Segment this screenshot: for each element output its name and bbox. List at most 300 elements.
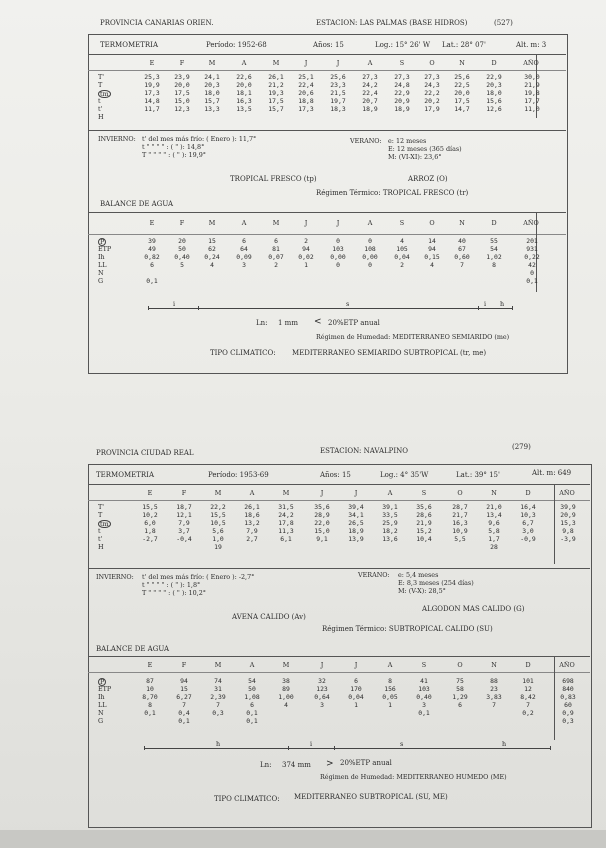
month-header: D (525, 661, 531, 669)
month-header: O (457, 661, 463, 669)
temp-cell: 18,2 (382, 527, 398, 535)
temp-cell: 19,3 (268, 89, 284, 97)
temp-cell: 17,3 (298, 105, 314, 113)
water-row-label: Ih (98, 253, 105, 261)
water-cell: 20 (178, 237, 186, 245)
temp-cell: 23,9 (174, 73, 190, 81)
temp-cell: 22,2 (424, 89, 440, 97)
water-cell: 87 (146, 677, 154, 685)
periodo: Período: 1952-68 (206, 41, 267, 49)
water-cell: 94 (428, 245, 436, 253)
temp-cell: 24,8 (394, 81, 410, 89)
temp-cell: 39,4 (348, 503, 364, 511)
temp-cell: 20,0 (454, 89, 470, 97)
temp-cell: 17,5 (454, 97, 470, 105)
temp-row-label: t' (98, 535, 103, 543)
invierno-tipo: AVENA CALIDO (Av) (232, 613, 306, 621)
tipo-value: MEDITERRANEO SUBTROPICAL (SU, ME) (294, 793, 448, 801)
temp-cell: 19,8 (524, 89, 540, 97)
water-cell: 7 (526, 701, 530, 709)
water-cell: 1,08 (244, 693, 260, 701)
temp-cell: 3,7 (178, 527, 190, 535)
invierno-label: INVIERNO: (96, 573, 134, 581)
water-cell: 94 (302, 245, 310, 253)
water-cell: 31 (214, 685, 222, 693)
temp-cell: -3,9 (560, 535, 576, 543)
water-row-label: N (98, 269, 104, 277)
water-cell: 15 (180, 685, 188, 693)
water-cell: 7 (492, 701, 496, 709)
temp-cell: 25,6 (330, 73, 346, 81)
temp-cell: 22,9 (394, 89, 410, 97)
provincia: PROVINCIA CIUDAD REAL (96, 449, 194, 457)
month-header: M (272, 219, 280, 227)
temp-cell: 17,5 (174, 89, 190, 97)
temp-cell: 15,5 (210, 511, 226, 519)
temp-cell: 3,0 (522, 527, 534, 535)
water-cell: 1 (354, 701, 358, 709)
month-header: E (147, 489, 153, 497)
water-cell: 8 (388, 677, 392, 685)
month-header: O (457, 489, 463, 497)
water-cell: 0,3 (562, 717, 574, 725)
water-cell: 23 (490, 685, 498, 693)
temp-cell: 10,9 (452, 527, 468, 535)
month-header: F (181, 661, 187, 669)
water-cell: 2 (304, 237, 308, 245)
water-row-label: N (98, 709, 104, 717)
month-header: S (399, 59, 405, 67)
water-cell: 0,2 (522, 709, 534, 717)
invierno-line-3: T " " " " : ( " ): 10,2° (142, 589, 206, 597)
water-cell: 7 (216, 701, 220, 709)
month-header: J (304, 59, 308, 67)
water-row-label: ETP (98, 685, 112, 693)
temp-row-label: T (98, 81, 103, 89)
temp-cell: 15,6 (486, 97, 502, 105)
temp-cell: 33,5 (382, 511, 398, 519)
water-cell: 10 (146, 685, 154, 693)
water-row-label: G (98, 277, 104, 285)
temp-cell: 7,9 (246, 527, 258, 535)
water-row-label: LL (98, 261, 107, 269)
temp-cell: -0,4 (176, 535, 192, 543)
temp-cell: 16,4 (520, 503, 536, 511)
water-row-label: G (98, 717, 104, 725)
month-header: N (459, 219, 465, 227)
anos: Años: 15 (320, 471, 351, 479)
temp-cell: 18,7 (176, 503, 192, 511)
invierno-line-3: T " " " " : ( " ): 19,9° (142, 151, 206, 159)
temp-cell: 39,1 (382, 503, 398, 511)
month-header: A (241, 59, 247, 67)
temp-cell: 10,3 (520, 511, 536, 519)
temp-cell: 11,0 (524, 105, 540, 113)
temp-cell: 15,0 (314, 527, 330, 535)
water-cell: 0,04 (348, 693, 364, 701)
temp-cell: 18,9 (348, 527, 364, 535)
water-cell: 4 (210, 261, 214, 269)
temp-cell: -2,7 (142, 535, 158, 543)
month-header: M (214, 661, 222, 669)
periodo: Período: 1953-69 (208, 471, 269, 479)
month-header: E (149, 219, 155, 227)
temp-cell: 16,3 (236, 97, 252, 105)
water-cell: 0,64 (314, 693, 330, 701)
temp-cell: 28,9 (314, 511, 330, 519)
temp-cell: 20,7 (362, 97, 378, 105)
temp-cell: 20,6 (298, 89, 314, 97)
water-cell: 0,04 (394, 253, 410, 261)
season-label-1: i (173, 300, 176, 308)
temp-cell: 17,8 (278, 519, 294, 527)
year-header: AÑO (523, 59, 539, 67)
water-cell: 62 (208, 245, 216, 253)
water-cell: 8,42 (520, 693, 536, 701)
temp-cell: 22,2 (210, 503, 226, 511)
temp-cell: 7,9 (178, 519, 190, 527)
month-header: A (387, 661, 393, 669)
month-header: M (208, 219, 216, 227)
water-cell: 0,1 (526, 277, 538, 285)
water-cell: 0,40 (416, 693, 432, 701)
temp-cell: 19 (214, 543, 222, 551)
temp-cell: 21,9 (524, 81, 540, 89)
month-header: M (272, 59, 280, 67)
water-cell: 6 (250, 701, 254, 709)
ln-label: Ln: (260, 761, 272, 769)
water-row-label: P (100, 238, 105, 246)
temp-cell: 25,9 (382, 519, 398, 527)
water-cell: 74 (214, 677, 222, 685)
temp-cell: 28 (490, 543, 498, 551)
temp-row-label: tm (100, 90, 109, 98)
water-cell: 3,83 (486, 693, 502, 701)
water-cell: 49 (148, 245, 156, 253)
temp-cell: 22,6 (236, 73, 252, 81)
water-cell: 101 (522, 677, 534, 685)
water-cell: 0,02 (298, 253, 314, 261)
month-header: J (336, 219, 340, 227)
water-cell: 103 (418, 685, 430, 693)
ln-value: 1 mm (278, 319, 298, 327)
month-header: S (421, 489, 427, 497)
temp-cell: 39,9 (560, 503, 576, 511)
latitud: Lat.: 39° 15' (456, 471, 500, 479)
temp-cell: 11,3 (278, 527, 294, 535)
water-cell: 0,1 (246, 709, 258, 717)
water-cell: 0,09 (236, 253, 252, 261)
invierno-line-1: t' del mes más frío: ( Enero ): -2,7° (142, 573, 255, 581)
temp-cell: 20,3 (204, 81, 220, 89)
water-cell: 54 (248, 677, 256, 685)
water-cell: 0,00 (362, 253, 378, 261)
ln-sign: < (314, 317, 322, 327)
verano-line-1: e: 5,4 meses (398, 571, 439, 579)
temp-cell: 9,1 (316, 535, 328, 543)
water-cell: 0,9 (562, 709, 574, 717)
month-header: M (214, 489, 222, 497)
regimen-termico: Régimen Térmico: SUBTROPICAL CALIDO (SU) (322, 625, 493, 633)
temp-cell: 13,6 (382, 535, 398, 543)
temp-cell: 27,3 (362, 73, 378, 81)
year-header: AÑO (559, 489, 575, 497)
water-cell: 81 (272, 245, 280, 253)
water-cell: 123 (316, 685, 328, 693)
temp-cell: 15,0 (174, 97, 190, 105)
water-row-label: ETP (98, 245, 112, 253)
temp-cell: 12,3 (174, 105, 190, 113)
water-cell: 6 (150, 261, 154, 269)
water-cell: 50 (248, 685, 256, 693)
water-cell: 6,27 (176, 693, 192, 701)
temp-cell: 22,4 (298, 81, 314, 89)
temp-cell: 20,3 (486, 81, 502, 89)
water-cell: 12 (524, 685, 532, 693)
temp-row-label: t' (98, 105, 103, 113)
temp-cell: 6,0 (144, 519, 156, 527)
temp-cell: 20,9 (560, 511, 576, 519)
invierno-line-1: t' del mes más frío: ( Enero ): 11,7° (142, 135, 257, 143)
water-cell: 39 (148, 237, 156, 245)
water-cell: 3 (242, 261, 246, 269)
month-header: J (354, 661, 358, 669)
water-cell: 6 (274, 237, 278, 245)
water-cell: 55 (490, 237, 498, 245)
temp-cell: 22,4 (362, 89, 378, 97)
temp-cell: 5,6 (212, 527, 224, 535)
verano-line-2: E: 12 meses (365 días) (388, 145, 462, 153)
water-cell: 54 (490, 245, 498, 253)
temp-row-label: T' (98, 73, 105, 81)
temp-cell: 20,9 (394, 97, 410, 105)
water-row-label: LL (98, 701, 107, 709)
termometria-label: TERMOMETRIA (100, 41, 158, 49)
station-number: (527) (494, 19, 513, 27)
water-cell: 32 (318, 677, 326, 685)
temp-cell: 1,0 (212, 535, 224, 543)
water-cell: 0,00 (330, 253, 346, 261)
water-cell: 0,4 (178, 709, 190, 717)
month-header: A (367, 219, 373, 227)
water-cell: 103 (332, 245, 344, 253)
water-cell: 8 (492, 261, 496, 269)
temp-cell: 15,7 (268, 105, 284, 113)
longitud: Log.: 15° 26' W (375, 41, 431, 49)
invierno-label: INVIERNO: (98, 135, 136, 143)
water-cell: 40 (458, 237, 466, 245)
month-header: M (282, 489, 290, 497)
temp-cell: 27,3 (394, 73, 410, 81)
ln-value: 374 mm (282, 761, 311, 769)
invierno-tipo: TROPICAL FRESCO (tp) (230, 175, 317, 183)
water-cell: 38 (282, 677, 290, 685)
anos: Años: 15 (313, 41, 344, 49)
month-header: F (179, 219, 185, 227)
temp-cell: 1,8 (144, 527, 156, 535)
temp-cell: 28,6 (416, 511, 432, 519)
temp-cell: 21,2 (268, 81, 284, 89)
temp-cell: 18,9 (394, 105, 410, 113)
water-cell: 3 (320, 701, 324, 709)
water-cell: 94 (180, 677, 188, 685)
temp-cell: 5,8 (488, 527, 500, 535)
verano-label: VERANO: (358, 571, 390, 579)
water-cell: 840 (562, 685, 574, 693)
water-cell: 8,70 (142, 693, 158, 701)
water-cell: 108 (364, 245, 376, 253)
altitud: Alt. m: 3 (516, 41, 547, 49)
month-header: J (354, 489, 358, 497)
provincia: PROVINCIA CANARIAS ORIEN. (100, 19, 214, 27)
month-header: J (320, 661, 324, 669)
water-cell: 2,39 (210, 693, 226, 701)
temp-row-label: H (98, 113, 104, 121)
regimen-termico: Régimen Térmico: TROPICAL FRESCO (tr) (316, 189, 469, 197)
water-cell: 698 (562, 677, 574, 685)
invierno-line-2: t " " " " : ( " ): 14,8° (142, 143, 205, 151)
month-header: D (525, 489, 531, 497)
latitud: Lat.: 28° 07' (442, 41, 486, 49)
temp-cell: 15,3 (560, 519, 576, 527)
temp-cell: 20,0 (236, 81, 252, 89)
temp-cell: 31,5 (278, 503, 294, 511)
temp-row-label: T' (98, 503, 105, 511)
water-cell: 0,15 (424, 253, 440, 261)
season-label-3: i (484, 300, 487, 308)
season-label-3: s (400, 740, 404, 748)
temp-cell: 9,6 (488, 519, 500, 527)
temp-cell: 25,6 (454, 73, 470, 81)
water-cell: 4 (284, 701, 288, 709)
temp-cell: 19,7 (330, 97, 346, 105)
temp-row-label: tm (100, 520, 109, 528)
temp-cell: 10,4 (416, 535, 432, 543)
month-header: N (491, 661, 497, 669)
temp-cell: 13,4 (486, 511, 502, 519)
temp-cell: 18,9 (362, 105, 378, 113)
month-header: J (320, 489, 324, 497)
water-cell: 2 (400, 261, 404, 269)
temp-cell: 17,7 (524, 97, 540, 105)
temp-cell: 19,9 (144, 81, 160, 89)
water-cell: 0,05 (382, 693, 398, 701)
water-cell: 1,00 (278, 693, 294, 701)
temp-cell: -0,9 (520, 535, 536, 543)
water-cell: 6 (458, 701, 462, 709)
season-bar (144, 748, 550, 749)
water-cell: 0,22 (524, 253, 540, 261)
temp-cell: 30,0 (524, 73, 540, 81)
month-header: N (491, 489, 497, 497)
temp-cell: 18,3 (330, 105, 346, 113)
water-cell: 0 (368, 237, 372, 245)
climate-sheet-las-palmas (88, 12, 588, 372)
temp-cell: 20,2 (424, 97, 440, 105)
temp-cell: 35,6 (416, 503, 432, 511)
water-cell: 64 (240, 245, 248, 253)
water-cell: 0,07 (268, 253, 284, 261)
temp-cell: 15,2 (416, 527, 432, 535)
balance-label: BALANCE DE AGUA (96, 645, 170, 653)
temp-cell: 21,7 (452, 511, 468, 519)
temp-cell: 12,6 (486, 105, 502, 113)
water-cell: 4 (400, 237, 404, 245)
temp-cell: 17,3 (144, 89, 160, 97)
water-cell: 5 (180, 261, 184, 269)
termometria-label: TERMOMETRIA (96, 471, 154, 479)
scan-edge (0, 830, 606, 848)
water-cell: 0,1 (178, 717, 190, 725)
longitud: Log.: 4° 35'W (380, 471, 429, 479)
temp-cell: 16,3 (452, 519, 468, 527)
temp-cell: 13,9 (348, 535, 364, 543)
verano-line-2: E: 8,3 meses (254 días) (398, 579, 474, 587)
temp-cell: 34,1 (348, 511, 364, 519)
water-cell: 0,1 (418, 709, 430, 717)
temp-cell: 22,9 (486, 73, 502, 81)
water-cell: 0,83 (560, 693, 576, 701)
water-cell: 201 (526, 237, 538, 245)
water-cell: 0 (336, 237, 340, 245)
water-cell: 931 (526, 245, 538, 253)
temp-cell: 14,8 (144, 97, 160, 105)
month-header: A (241, 219, 247, 227)
water-cell: 50 (178, 245, 186, 253)
water-cell: 0,24 (204, 253, 220, 261)
month-header: A (387, 489, 393, 497)
month-header: F (181, 489, 187, 497)
verano-line-3: M: (V-X): 28,5° (398, 587, 446, 595)
verano-line-3: M: (VI-XI): 23,6° (388, 153, 442, 161)
water-cell: 8 (148, 701, 152, 709)
water-cell: 0,3 (212, 709, 224, 717)
water-cell: 0,1 (144, 709, 156, 717)
month-header: A (249, 489, 255, 497)
month-header: J (336, 59, 340, 67)
temp-row-label: t (98, 97, 101, 105)
climate-sheet-navalpino (88, 440, 588, 825)
month-header: O (429, 219, 435, 227)
water-cell: 1,02 (486, 253, 502, 261)
water-cell: 0,1 (146, 277, 158, 285)
temp-cell: 18,6 (244, 511, 260, 519)
station-number: (279) (512, 443, 531, 451)
temp-cell: 1,7 (488, 535, 500, 543)
temp-row-label: T (98, 511, 103, 519)
water-cell: 1,29 (452, 693, 468, 701)
water-cell: 170 (350, 685, 362, 693)
month-header: N (459, 59, 465, 67)
temp-cell: 17,9 (424, 105, 440, 113)
season-bar (148, 308, 512, 309)
temp-cell: 35,6 (314, 503, 330, 511)
water-cell: 0 (368, 261, 372, 269)
temp-cell: 13,5 (236, 105, 252, 113)
temp-cell: 2,7 (246, 535, 258, 543)
ln-rel: 20%ETP anual (340, 759, 392, 767)
season-label-2: s (346, 300, 350, 308)
balance-label: BALANCE DE AGUA (100, 200, 174, 208)
temp-cell: 13,3 (204, 105, 220, 113)
season-label-1: h (216, 740, 221, 748)
ln-label: Ln: (256, 319, 268, 327)
temp-cell: 11,7 (144, 105, 160, 113)
water-cell: 4 (430, 261, 434, 269)
temp-cell: 18,1 (236, 89, 252, 97)
temp-cell: 18,0 (204, 89, 220, 97)
temp-cell: 6,7 (522, 519, 534, 527)
